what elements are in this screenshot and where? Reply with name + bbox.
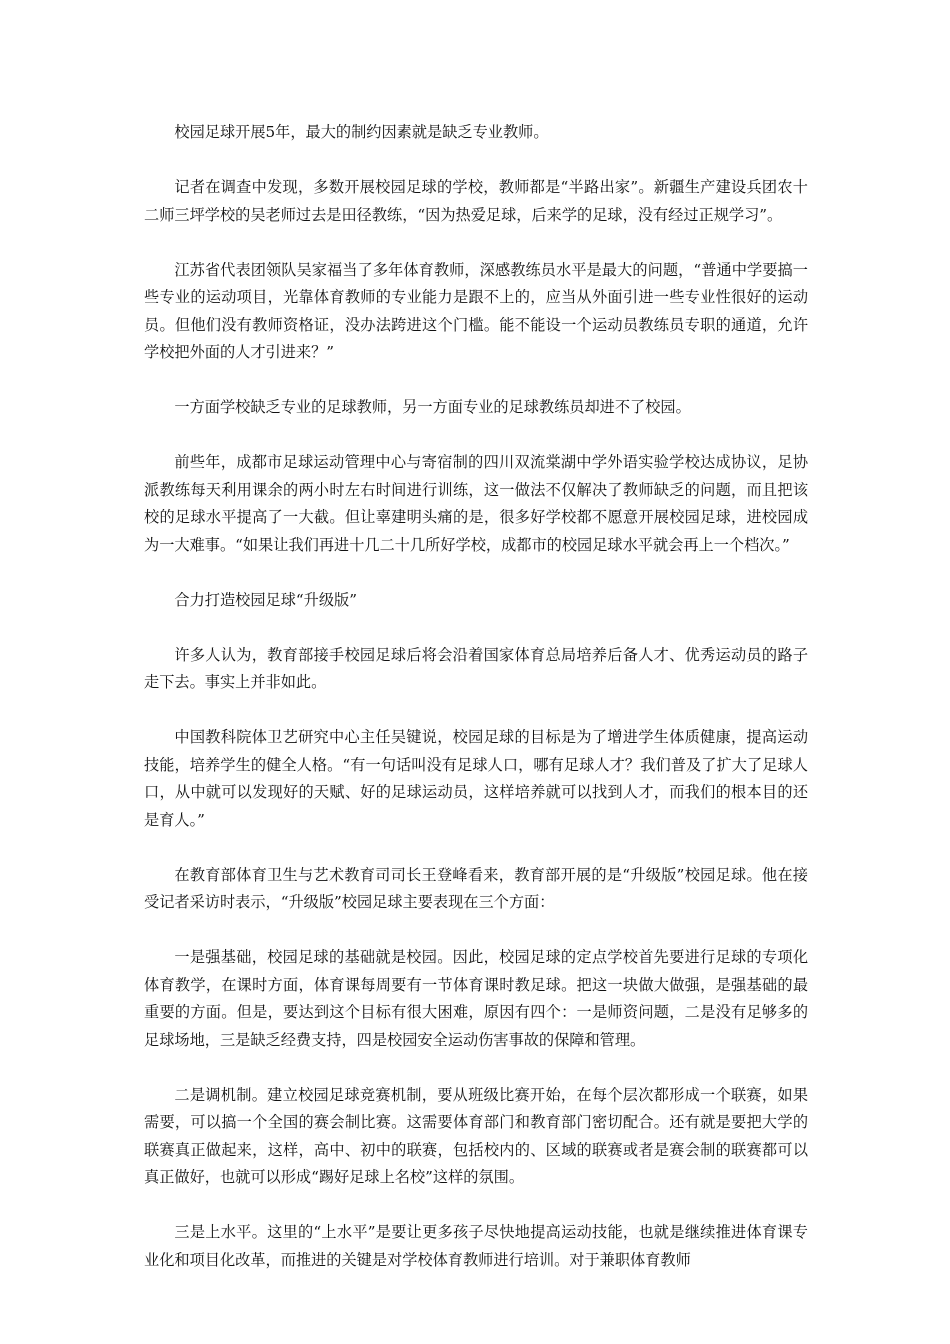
article-body	[144, 119, 808, 1302]
paragraph-1: 校园足球开展5年，最大的制约因素就是缺乏专业教师。	[174, 123, 549, 141]
paragraph-11: 二是调机制。建立校园足球竞赛机制，要从班级比赛开始，在每个层次都形成一个联赛，如果需要，可以搞一个全国的赛会制比赛。这需要体育部门和教育部门密切配合。还有就是要把大学的联赛真正做起来，这样，高中、初中的联赛，包括校内的、区域的联赛或者是赛会制的联赛都可以真正做好，也就可以形成“踢好足球上名校”这样的氛围。	[144, 1085, 808, 1186]
paragraph-5: 前些年，成都市足球运动管理中心与寄宿制的四川双流棠湖中学外语实验学校达成协议，足协派教练每天利用课余的两小时左右时间进行训练，这一做法不仅解决了教师缺乏的问题，而且把该校的足球水平提高了一大截。但让辜建明头痛的是，很多好学校都不愿意开展校园足球，进校园成为一大难事。“如果让我们再进十几二十几所好学校，成都市的校园足球水平就会再上一个档次。”	[144, 453, 808, 554]
section-heading: 合力打造校园足球“升级版”	[174, 590, 357, 609]
paragraph-8: 中国教科院体卫艺研究中心主任吴键说，校园足球的目标是为了增进学生体质健康，提高运动技能，培养学生的健全人格。“有一句话叫没有足球人口，哪有足球人才？我们普及了扩大了足球人口，从中就可以发现好的天赋、好的足球运动员，这样培养就可以找到人才，而我们的根本目的还是育人。”	[144, 728, 808, 829]
paragraph-10: 一是强基础，校园足球的基础就是校园。因此，校园足球的定点学校首先要进行足球的专项化体育教学，在课时方面，体育课每周要有一节体育课时教足球。把这一块做大做强，是强基础的最重要的方面。但是，要达到这个目标有很大困难，原因有四个：一是师资问题，二是没有足够多的足球场地，三是缺乏经费支持，四是校园安全运动伤害事故的保障和管理。	[144, 948, 808, 1049]
paragraph-4: 一方面学校缺乏专业的足球教师，另一方面专业的足球教练员却进不了校园。	[174, 398, 691, 416]
paragraph-2: 记者在调查中发现，多数开展校园足球的学校，教师都是“半路出家”。新疆生产建设兵团农十二师三坪学校的吴老师过去是田径教练，“因为热爱足球，后来学的足球，没有经过正规学习”。	[144, 178, 808, 224]
paragraph-12: 三是上水平。这里的“上水平”是要让更多孩子尽快地提高运动技能，也就是继续推进体育课专业化和项目化改革，而推进的关键是对学校体育教师进行培训。对于兼职体育教师	[144, 1223, 808, 1269]
paragraph-9: 在教育部体育卫生与艺术教育司司长王登峰看来，教育部开展的是“升级版”校园足球。他在接受记者采访时表示，“升级版”校园足球主要表现在三个方面：	[144, 865, 808, 911]
paragraph-3: 江苏省代表团领队吴家福当了多年体育教师，深感教练员水平是最大的问题，“普通中学要搞一些专业的运动项目，光靠体育教师的专业能力是跟不上的，应当从外面引进一些专业性很好的运动员。但他们没有教师资格证，没办法跨进这个门槛。能不能设一个运动员教练员专职的通道，允许学校把外面的人才引进来？”	[144, 260, 808, 361]
paragraph-7: 许多人认为，教育部接手校园足球后将会沿着国家体育总局培养后备人才、优秀运动员的路子走下去。事实上并非如此。	[144, 645, 808, 691]
